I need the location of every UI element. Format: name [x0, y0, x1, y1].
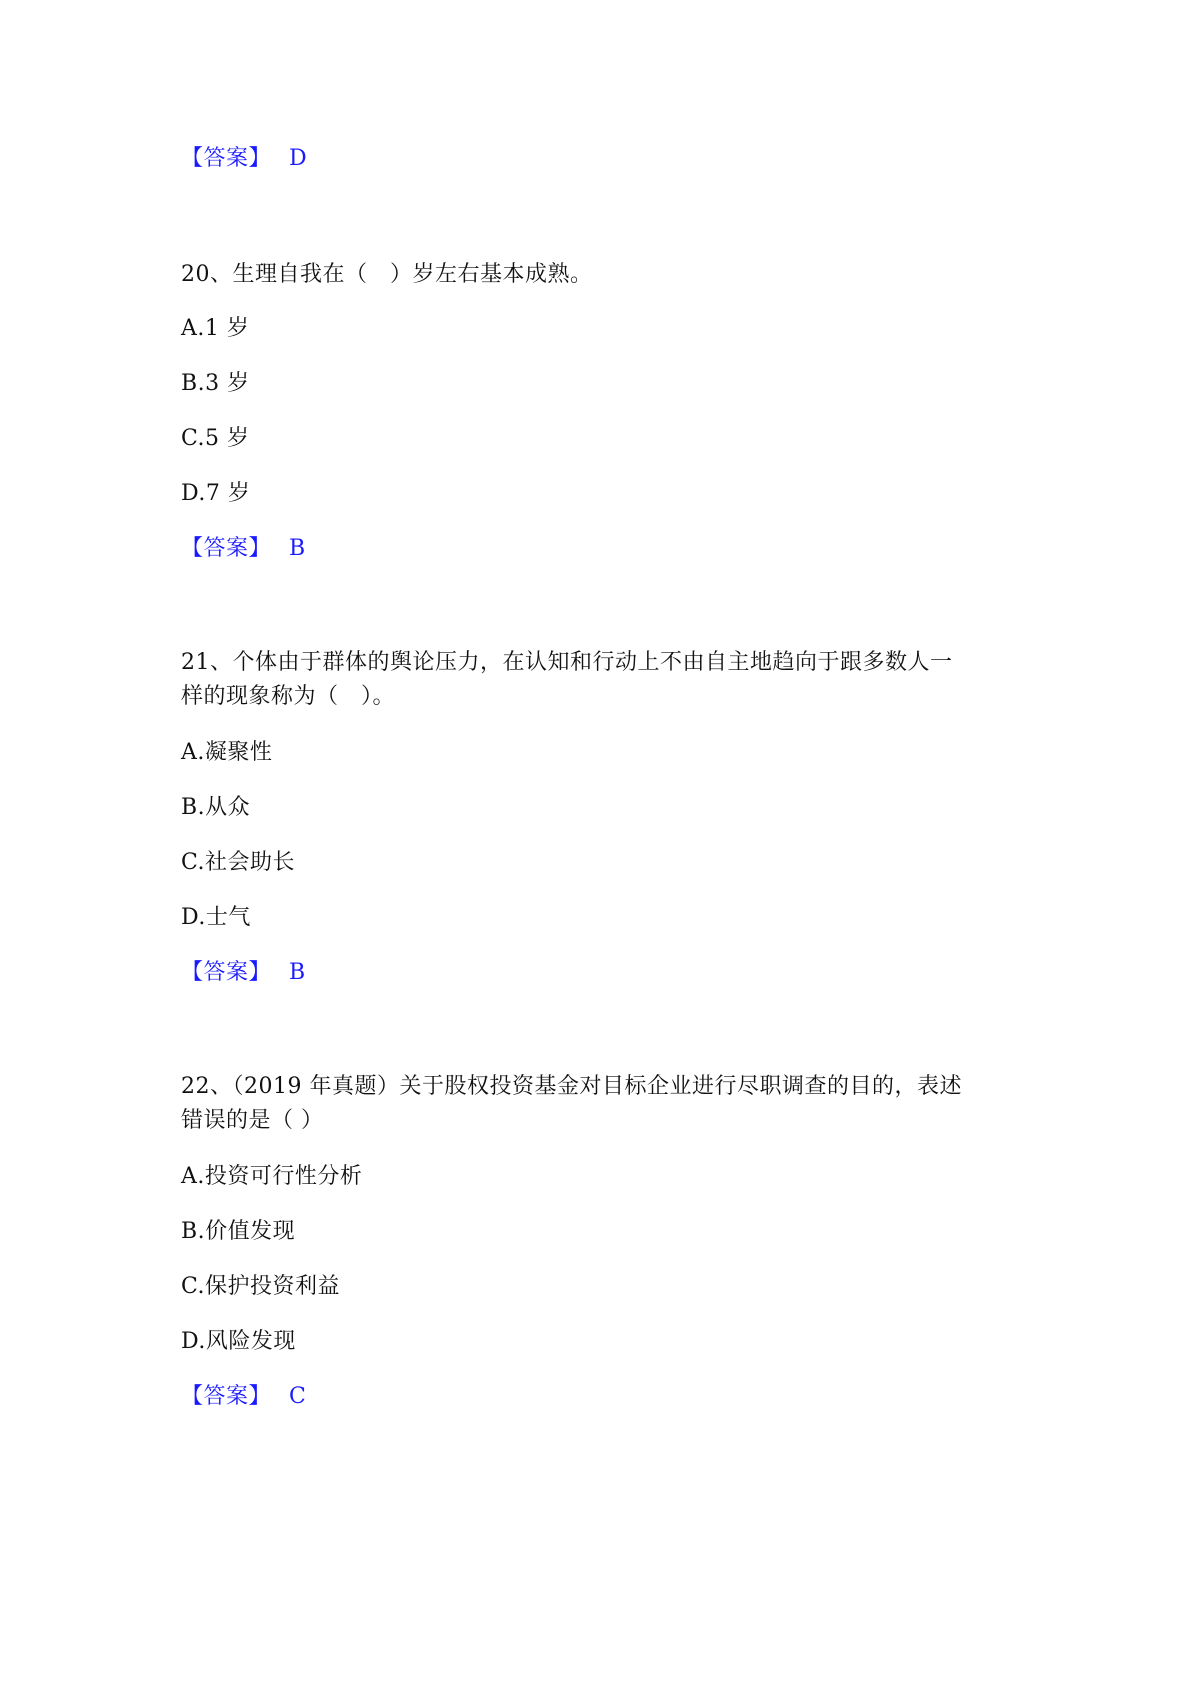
answer-value: B [289, 960, 306, 985]
question-21-option-b: B.从众 [181, 795, 251, 820]
question-20-option-a: A.1 岁 [181, 316, 250, 341]
question-22-option-a: A.投资可行性分析 [181, 1164, 363, 1189]
question-20-text: 20、生理自我在（ ）岁左右基本成熟。 [181, 262, 593, 287]
question-20-answer-line [181, 532, 306, 566]
question-20-option-d: D.7 岁 [181, 481, 251, 506]
question-21-option-c: C.社会助长 [181, 850, 296, 875]
question-22-option-c: C.保护投资利益 [181, 1274, 341, 1299]
question-22-answer-line [181, 1380, 306, 1414]
question-21-option-a: A.凝聚性 [181, 740, 273, 765]
question-21-text-line-2: 样的现象称为（ ）。 [181, 684, 396, 709]
question-22-text-line-2: 错误的是（ ） [181, 1108, 324, 1133]
answer-value: C [289, 1384, 307, 1409]
answer-label: 【答案】 [181, 960, 272, 985]
question-22-text-line-1: 22、（2019 年真题）关于股权投资基金对目标企业进行尽职调查的目的，表述 [181, 1074, 962, 1099]
question-21-answer-line [181, 956, 306, 990]
question-21-option-d: D.士气 [181, 905, 251, 930]
answer-label: 【答案】 [181, 146, 272, 171]
question-21-text-line-1: 21、个体由于群体的舆论压力，在认知和行动上不由自主地趋向于跟多数人一 [181, 650, 953, 675]
answer-label: 【答案】 [181, 536, 272, 561]
question-22-option-b: B.价值发现 [181, 1219, 296, 1244]
answer-value: B [289, 536, 306, 561]
answer-value: D [289, 146, 308, 171]
answer-label: 【答案】 [181, 1384, 272, 1409]
question-20-option-b: B.3 岁 [181, 371, 250, 396]
question-20-option-c: C.5 岁 [181, 426, 250, 451]
answer-line [181, 142, 307, 176]
question-22-option-d: D.风险发现 [181, 1329, 296, 1354]
